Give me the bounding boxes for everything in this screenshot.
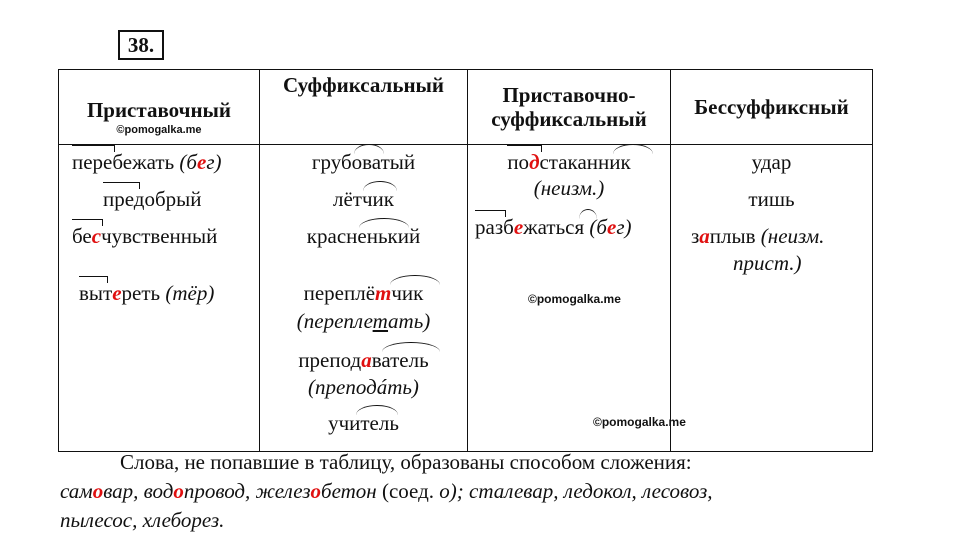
column-prefix-suffixal: [468, 145, 686, 452]
footnote-line1: Слова, не попавшие в таблицу, образованы способом сложения:: [120, 450, 692, 474]
header-prefix-suffixal-line1: Приставочно-: [502, 83, 636, 107]
header-suffixal: [260, 70, 468, 145]
word-razbezhatsya: разбежаться (бег): [475, 215, 632, 239]
word-zaplyv: заплыв (неизм.: [691, 224, 825, 248]
word-grubovaty: грубоватый: [260, 150, 467, 174]
exercise-number: 38.: [118, 30, 164, 60]
watermark: ©pomogalka.me: [528, 292, 621, 306]
column-suffixless: [671, 145, 873, 452]
word-podstakannik: подстаканник: [468, 150, 670, 174]
header-prefixal-label: Приставочный: [86, 98, 232, 122]
watermark: ©pomogalka.me: [116, 124, 202, 136]
header-suffixless-label: Бессуффиксный: [694, 95, 849, 119]
header-suffixless: [671, 70, 873, 145]
word-predobry: предобрый: [103, 187, 202, 211]
word-udar: удар: [751, 150, 792, 174]
footnote-line2: самовар, водопровод, железобетон (соед. о); сталевар, ледокол, лесовоз,: [60, 479, 713, 503]
word-lyotchik: лётчик: [260, 187, 467, 211]
footnote: [0, 448, 960, 535]
word-uchitel: учитель: [260, 411, 467, 435]
header-prefixal: [59, 70, 260, 145]
note-prist: прист.): [733, 251, 802, 275]
header-suffixal-label: Суффиксальный: [282, 73, 445, 97]
word-pereplyotchik: переплётчик: [260, 281, 467, 305]
note-pereplyotat: (переплетать): [296, 309, 431, 333]
word-formation-table: [58, 69, 873, 452]
footnote-line3: пылесос, хлеборез.: [60, 508, 225, 532]
header-prefix-suffixal-line2: суффиксальный: [491, 107, 647, 131]
column-suffixal: [260, 145, 468, 452]
word-vyteret: вытереть (тёр): [79, 281, 214, 305]
word-tish: тишь: [748, 187, 795, 211]
word-krasnenky: красненький: [260, 224, 467, 248]
header-prefix-suffixal: [468, 70, 671, 145]
word-beschuvstvenny: бесчувственный: [72, 224, 217, 248]
column-prefixal: [59, 145, 260, 452]
word-prepodavatel: преподаватель: [260, 348, 467, 372]
note-prepodat: (преподáть): [308, 375, 419, 399]
word-perebezhat: перебежать (бег): [72, 150, 222, 174]
watermark: ©pomogalka.me: [593, 415, 686, 429]
note-neizm: (неизм.): [533, 176, 605, 200]
